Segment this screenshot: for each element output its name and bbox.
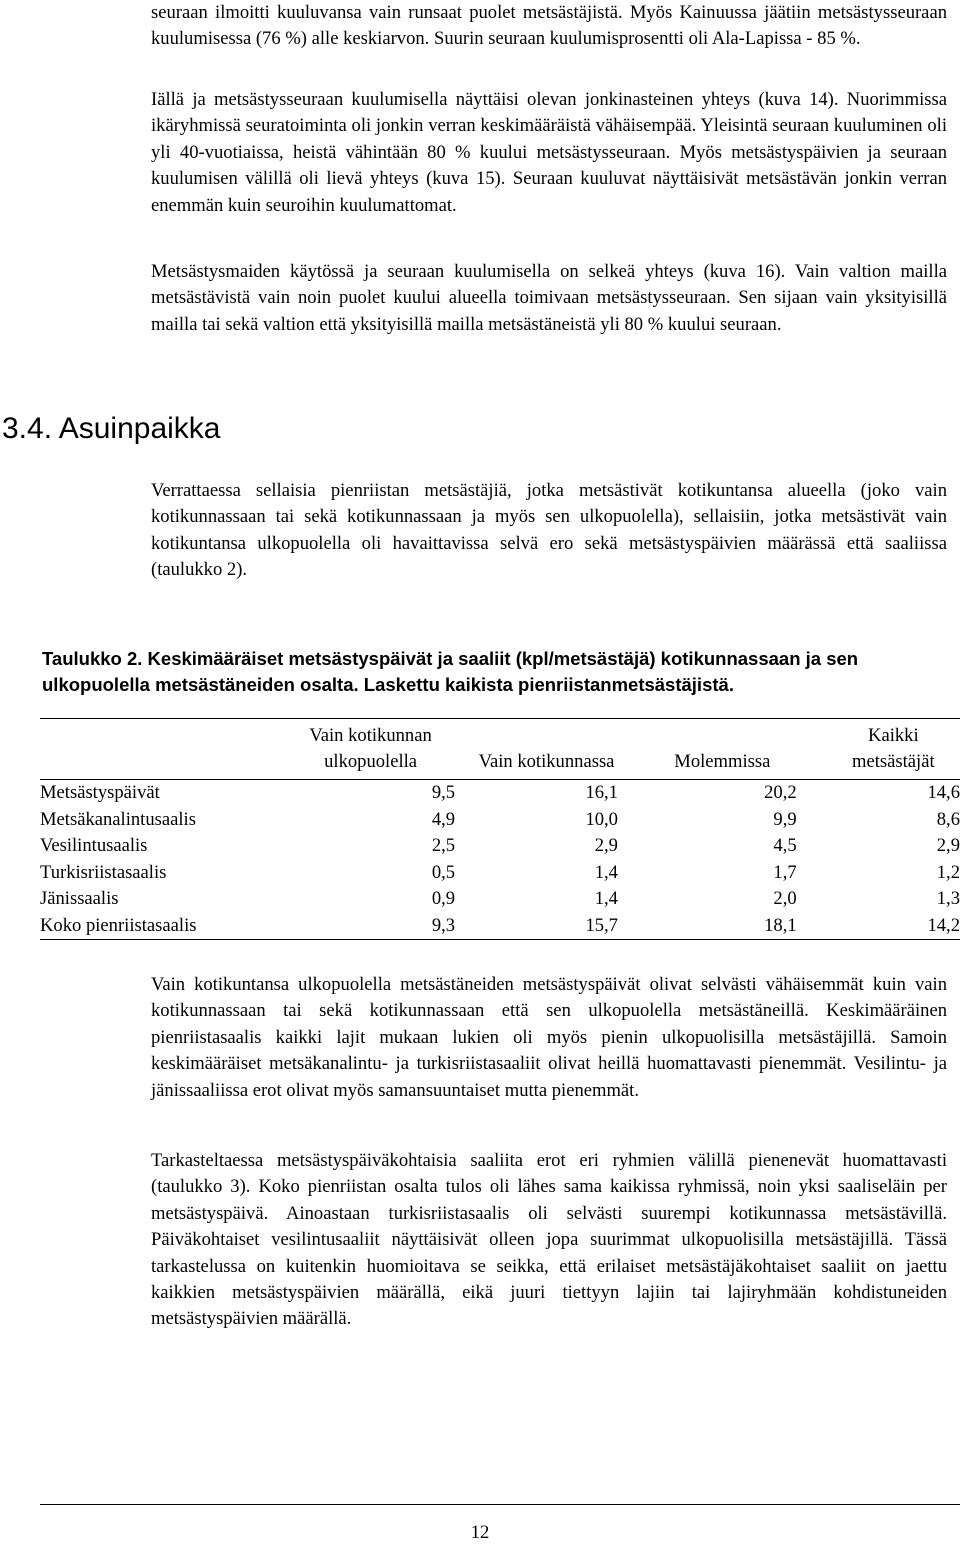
paragraph-outside-hunters: Vain kotikuntansa ulkopuolella metsästäneiden metsästyspäivät olivat selvästi vähäisemmät kuin vain kotikunnassaan tai sekä kotikunnassaan että sen ulkopuolella metsästäneillä. Keskimääräinen pienriistasaalis kaikki lajit mukaan lukien oli myös pienin ulkopuolisilla metsästäjillä. Samoin keskimääräiset metsäkanalintu- ja turkisriistasaaliit olivat heillä huomattavasti pienemmät. Vesilintu- ja jänissaaliissa erot olivat myös samansuuntaiset mutta pienemmät. [151,974,947,1101]
table-header-row [40,719,960,780]
table-cell: 2,9 [594,835,618,857]
table-cell: 15,7 [455,913,618,940]
table-row [40,860,960,887]
table-header-cell: Vain kotikunnan ulkopuolella [238,719,455,780]
table-header-cell: Kaikki metsästäjät [797,719,960,780]
table-header-cell: Molemmissa [618,719,797,780]
table-cell: Turkisriistasaalis [40,861,167,883]
table-cell: 20,2 [764,782,797,804]
paragraph-residence: Verrattaessa sellaisia pienriistan metsästäjiä, jotka metsästivät kotikuntansa alueella (joko vain kotikunnassaan tai sekä kotikunnassaan ja myös sen ulkopuolella), sellaisiin, jotka metsästivät vain kotikuntansa ulkopuolella oli havaittavissa selvä ero sekä metsästyspäivien määrässä että saaliissa (taulukko 2). [151,480,947,581]
table-cell: 1,3 [936,888,960,910]
table-cell: 8,6 [936,808,960,830]
page-number: 12 [470,1522,490,1543]
table-cell: 4,5 [773,835,797,857]
table-cell: 18,1 [618,913,797,940]
table-cell: Vesilintusaalis [40,835,148,857]
table-cell: 9,5 [431,782,456,804]
paragraph-land-use: Metsästysmaiden käytössä ja seuraan kuulumisella on selkeä yhteys (kuva 16). Vain valtion mailla metsästävistä vain noin puolet kuului alueella toimivaan metsästysseuraan. Sen sijaan vain yksityisillä mailla tai sekä valtion että yksityisillä mailla metsästäneistä yli 80 % kuului seuraan. [151,261,947,335]
table-row [40,886,960,913]
table-header-cell: Vain kotikunnassa [455,719,618,780]
paragraph-intro: seuraan ilmoitti kuuluvansa vain runsaat puolet metsästäjistä. Myös Kainuussa jäätiin metsästysseuraan kuulumisessa (76 %) alle keskiarvon. Suurin seuraan kuulumisprosentti oli Ala-Lapissa - 85 %. [151,2,947,50]
table-cell: 9,9 [773,808,797,830]
table-cell: 4,9 [431,808,456,830]
table-cell: 9,3 [238,913,455,940]
table-cell: 1,2 [936,861,960,883]
table-cell: 2,9 [936,835,960,857]
table-cell: 2,5 [431,835,456,857]
table-cell: 2,0 [773,888,797,910]
table-row [40,780,960,807]
table-row [40,807,960,834]
section-heading: 3.4. Asuinpaikka [2,412,221,445]
table-row [40,833,960,860]
table-cell: 1,4 [594,888,618,910]
table-header-cell [40,719,238,780]
table-cell: 14,6 [927,782,960,804]
paragraph-per-day: Tarkasteltaessa metsästyspäiväkohtaisia saaliita erot eri ryhmien välillä pienenevät huomattavasti (taulukko 3). Koko pienriistan osalta tulos oli lähes sama kaikissa ryhmissä, noin yksi saaliseläin per metsästyspäivä. Ainoastaan turkisriistasaalis oli selvästi suurempi kotikunnassa metsästävillä. Päiväkohtaiset vesilintusaaliit näyttäisivät olleen jopa suurimmat ulkopuolisilla metsästäjillä. Tässä tarkastelussa on kuitenkin huomioitava se seikka, että erilaiset metsästäjäkohtaiset saaliit on jaettu kaikkien metsästyspäivien määrällä, eikä juuri tiettyyn lajiin tai lajiryhmään kohdistuneiden metsästyspäivien määrällä. [151,1150,947,1330]
paragraph-age: Iällä ja metsästysseuraan kuulumisella näyttäisi olevan jonkinasteinen yhteys (kuva 14). Nuorimmissa ikäryhmissä seuratoiminta oli jonkin verran keskimääräistä vähäisempää. Yleisintä seuraan kuuluminen oli yli 40-vuotiaissa, heistä vähintään 80 % kuului metsästysseuraan. Myös metsästyspäivien ja seuraan kuulumisen välillä oli lievä yhteys (kuva 15). Seuraan kuuluvat näyttäisivät metsästävän jonkin verran enemmän kuin seuroihin kuulumattomat. [151,89,947,216]
table-cell: 0,9 [431,888,456,910]
table-cell: 0,5 [431,861,456,883]
table-cell: 1,7 [773,861,797,883]
table-cell: Metsäkanalintusaalis [40,808,196,830]
table-caption: Taulukko 2. Keskimääräiset metsästyspäivät ja saaliit (kpl/metsästäjä) kotikunnassaan ja sen ulkopuolella metsästäneiden osalta. Laskettu kaikista pienriistanmetsästäjistä. [42,648,859,695]
table-cell: 14,2 [797,913,960,940]
table-cell: Metsästyspäivät [40,782,160,804]
table-cell: 1,4 [594,861,618,883]
table-cell: Jänissaalis [40,888,119,910]
table-cell: 16,1 [585,782,618,804]
table-cell: 10,0 [585,808,618,830]
data-table [40,718,960,940]
footer-divider [40,1504,960,1505]
table-row [40,913,960,940]
table-cell: Koko pienriistasaalis [40,913,238,940]
